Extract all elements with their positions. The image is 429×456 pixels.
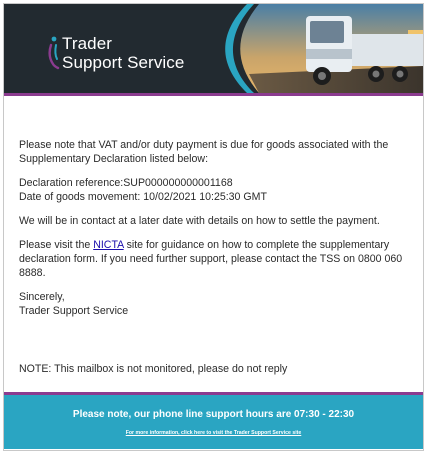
header-banner [4, 4, 423, 93]
guidance-text [19, 238, 414, 280]
guidance-prefix: Please visit the [19, 239, 94, 251]
logo-text-line2: Support Service [62, 53, 185, 72]
no-reply-note: NOTE: This mailbox is not monitored, please do not reply [19, 363, 288, 375]
declaration-reference: Declaration reference:SUP000000000001168 [19, 177, 233, 189]
signature: Trader Support Service [19, 305, 129, 317]
footer-banner [4, 392, 423, 449]
contact-later-text: We will be in contact at a later date with details on how to settle the payment. [19, 215, 380, 227]
intro-text: Please note that VAT and/or duty payment is due for goods associated with the Supplementary Declaration listed below: [19, 139, 389, 165]
support-hours-text: Please note, our phone line support hours are 07:30 - 22:30 [72, 409, 355, 420]
nicta-link[interactable]: NICTA [93, 239, 124, 251]
date-of-movement: Date of goods movement: 10/02/2021 10:25:30 GMT [19, 191, 267, 203]
logo-mark-icon [48, 36, 60, 70]
email-body [3, 3, 424, 451]
more-info-link[interactable]: For more information, click here to visit the Trader Support Service site [125, 430, 302, 436]
guidance-suffix: site for guidance on how to complete the supplementary declaration form. If you need further support, please contact the TSS on 0800 060 8888. [19, 239, 403, 279]
header-divider [4, 93, 423, 96]
message-content [19, 138, 414, 318]
tss-logo [48, 34, 184, 72]
logo-text-line1: Trader [62, 34, 113, 53]
sign-off: Sincerely, [19, 291, 65, 303]
